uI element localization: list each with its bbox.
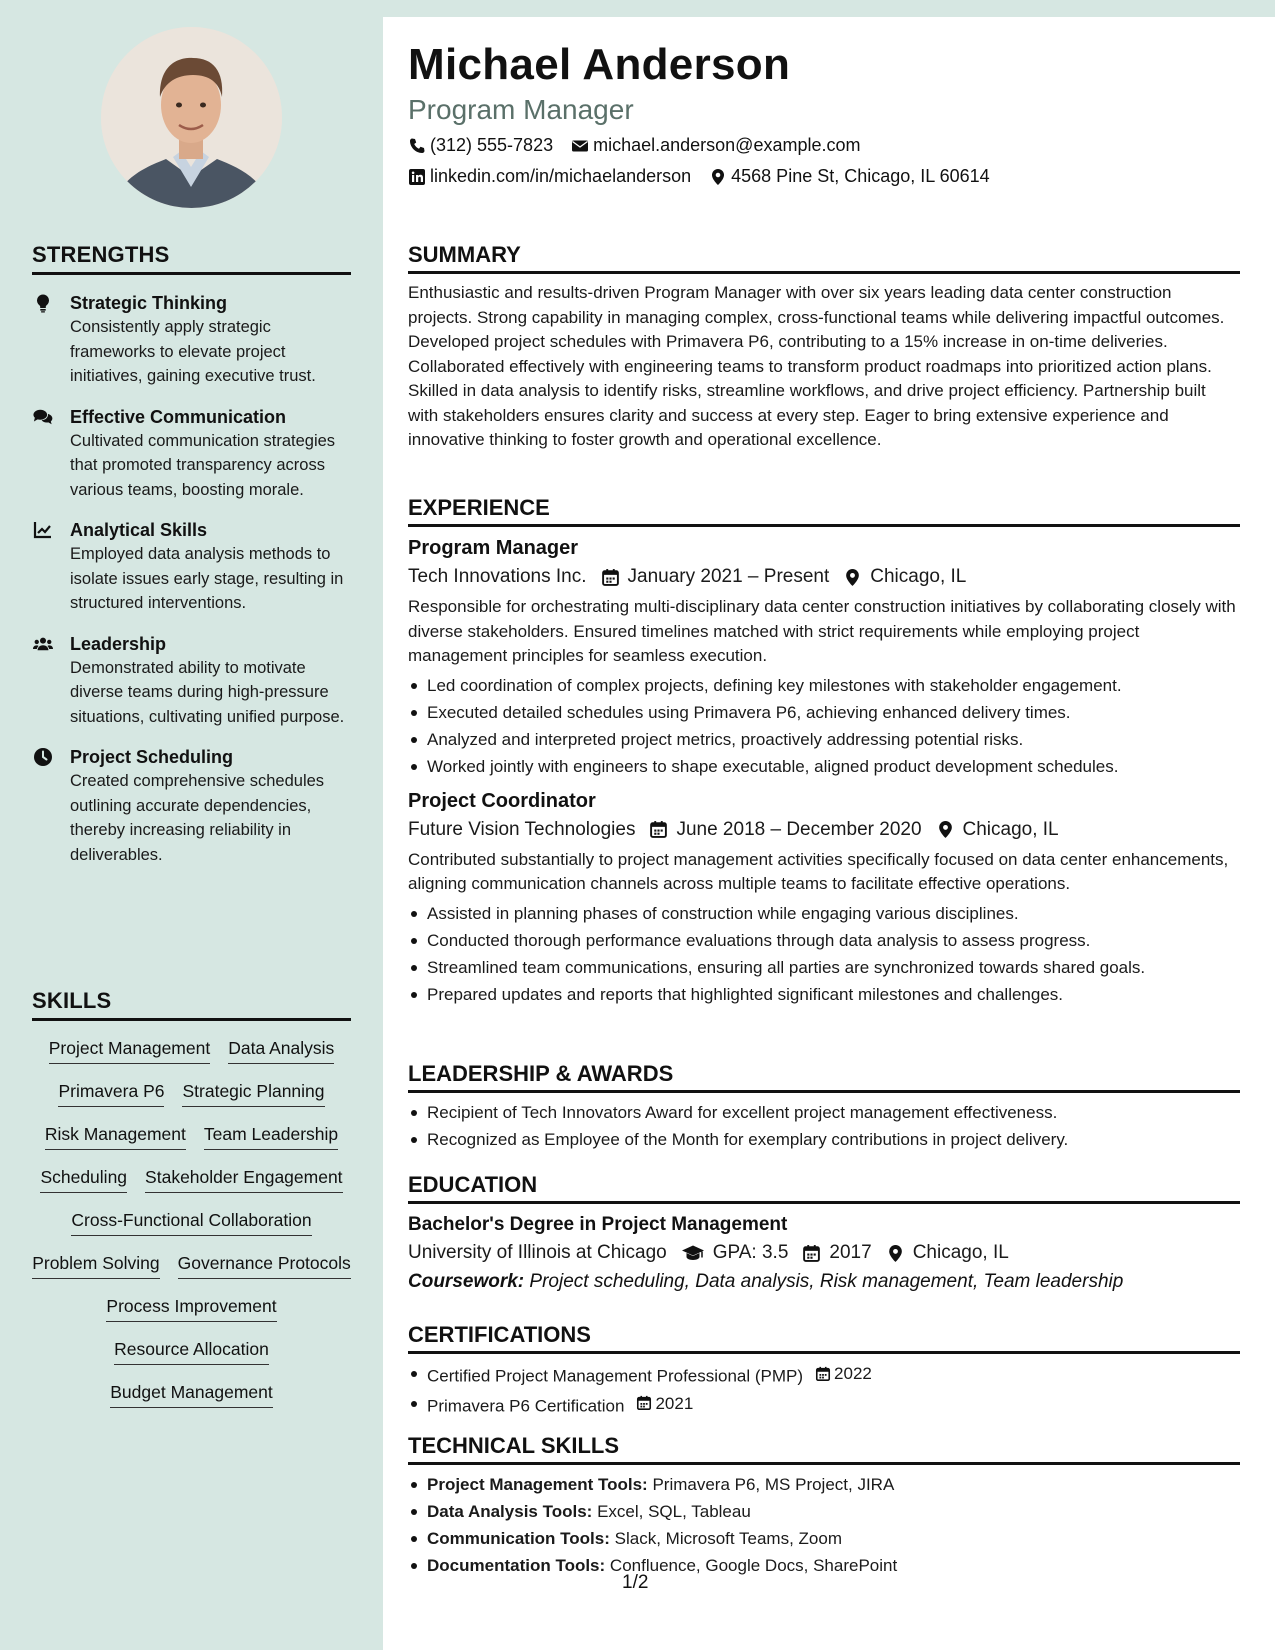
skill-tag: Strategic Planning	[182, 1080, 324, 1107]
map-marker-icon	[936, 820, 955, 839]
cert-name: Primavera P6 Certification	[427, 1396, 625, 1415]
cert-year: 2021	[655, 1393, 694, 1413]
job-entry	[408, 790, 1240, 1008]
strength-desc: Consistently apply strategic frameworks to elevate project initiatives, gaining executive trust.	[70, 318, 316, 385]
tech-label: Documentation Tools:	[427, 1556, 606, 1575]
linkedin-link[interactable]: linkedin.com/in/michaelanderson	[430, 166, 692, 186]
list-item	[408, 1360, 1240, 1390]
job-desc: Contributed substantially to project management activities specifically focused on data center enhancements, aligning communication channels across multiple teams to facilitate effective operations.	[408, 849, 1229, 893]
job-meta	[408, 566, 1240, 588]
skill-tag: Project Management	[49, 1037, 210, 1064]
coursework	[408, 1271, 1240, 1293]
phone-contact	[408, 135, 553, 156]
strength-title: Strategic Thinking	[70, 293, 228, 313]
comments-icon	[33, 407, 53, 427]
gpa: GPA: 3.5	[712, 1242, 789, 1263]
list-item: Executed detailed schedules using Primavera P6, achieving enhanced delivery times.	[408, 699, 1240, 726]
strength-item	[32, 405, 351, 503]
strength-desc: Demonstrated ability to motivate diverse teams during high-pressure situations, cultivating unified purpose.	[70, 658, 345, 726]
skill-tag: Resource Allocation	[114, 1338, 269, 1365]
skill-tag: Cross-Functional Collaboration	[71, 1209, 311, 1236]
strength-desc: Created comprehensive schedules outlining accurate dependencies, thereby increasing reliability in deliverables.	[70, 772, 325, 864]
list-item: Analyzed and interpreted project metrics, proactively addressing potential risks.	[408, 726, 1240, 753]
tech-value: Confluence, Google Docs, SharePoint	[609, 1556, 898, 1575]
cert-name: Certified Project Management Professional (PMP)	[427, 1366, 804, 1386]
contact-row-1	[408, 135, 879, 156]
map-marker-icon	[709, 168, 727, 186]
job-meta	[408, 819, 1240, 841]
skills-heading: SKILLS	[32, 988, 351, 1021]
calendar-icon	[649, 820, 668, 839]
list-item: Assisted in planning phases of construction while engaging various disciplines.	[408, 900, 1240, 927]
map-marker-icon	[886, 1244, 905, 1263]
awards-section	[408, 1061, 1240, 1153]
linkedin-icon	[408, 168, 426, 186]
phone-icon	[408, 137, 426, 155]
education-meta	[408, 1242, 1240, 1264]
skill-tag: Primavera P6	[58, 1080, 164, 1107]
list-item: Led coordination of complex projects, defining key milestones with stakeholder engagement.	[408, 672, 1240, 699]
list-item	[408, 1525, 1240, 1552]
skills-section	[32, 988, 351, 1408]
job-title: Program Manager	[408, 94, 634, 125]
education-heading: EDUCATION	[408, 1172, 1240, 1204]
job-role: Program Manager	[408, 537, 579, 559]
experience-heading: EXPERIENCE	[408, 495, 1240, 527]
education-location: Chicago, IL	[912, 1242, 1009, 1263]
school: University of Illinois at Chicago	[408, 1242, 667, 1263]
strength-desc: Employed data analysis methods to isolate issues early stage, resulting in structured interventions.	[70, 545, 344, 612]
tech-value: Excel, SQL, Tableau	[597, 1502, 751, 1521]
technical-skills-heading: TECHNICAL SKILLS	[408, 1433, 1240, 1465]
certifications-list	[408, 1360, 1240, 1419]
list-item: Prepared updates and reports that highlighted significant milestones and challenges.	[408, 981, 1240, 1008]
address-contact	[709, 166, 990, 187]
tech-label: Communication Tools:	[427, 1529, 610, 1548]
skill-tag: Scheduling	[40, 1166, 127, 1193]
list-item	[408, 1390, 1240, 1420]
linkedin-contact[interactable]	[408, 166, 691, 187]
summary-heading: SUMMARY	[408, 242, 1240, 274]
awards-heading: LEADERSHIP & AWARDS	[408, 1061, 1240, 1093]
page-number: 1/2	[622, 1572, 649, 1593]
email-link[interactable]: michael.anderson@example.com	[593, 135, 861, 155]
technical-skills-section	[408, 1433, 1240, 1579]
list-item: Recipient of Tech Innovators Award for excellent project management effectiveness.	[408, 1099, 1240, 1126]
list-item	[408, 1471, 1240, 1498]
graduation-year: 2017	[829, 1242, 872, 1263]
calendar-icon	[601, 568, 620, 587]
summary-text: Enthusiastic and results-driven Program Manager with over six years leading data center construction projects. Strong capability in managing complex, cross-functional teams while delivering impactful outcomes. Developed project schedules with Primavera P6, contributing to a 15% increase in on-time deliveries. Collaborated effectively with engineering teams to transform product roadmaps into prioritized action plans. Skilled in data analysis to identify risks, streamline workflows, and drive project efficiency. Partnership built with stakeholders ensures clarity and success at every step. Eager to bring extensive experience and innovative thinking to foster growth and operational excellence.	[408, 283, 1225, 449]
skill-tag: Budget Management	[110, 1381, 272, 1408]
tech-label: Data Analysis Tools:	[427, 1502, 593, 1521]
certifications-heading: CERTIFICATIONS	[408, 1322, 1240, 1354]
job-role: Project Coordinator	[408, 789, 596, 812]
experience-section	[408, 495, 1240, 1008]
certifications-section	[408, 1322, 1240, 1419]
strengths-heading: STRENGTHS	[32, 242, 351, 275]
skill-tag: Data Analysis	[228, 1037, 334, 1064]
degree: Bachelor's Degree in Project Management	[408, 1214, 788, 1235]
clock-icon	[33, 747, 53, 767]
job-dates: January 2021 – Present	[627, 566, 830, 587]
cert-year: 2022	[834, 1364, 872, 1383]
skill-tag: Stakeholder Engagement	[145, 1166, 343, 1193]
profile-photo	[101, 27, 282, 208]
strength-title: Project Scheduling	[70, 747, 234, 767]
list-item: Streamlined team communications, ensuring all parties are synchronized towards shared goals.	[408, 954, 1240, 981]
education-section	[408, 1172, 1240, 1293]
strength-item	[32, 291, 351, 389]
users-icon	[33, 634, 53, 654]
summary-section	[408, 242, 1240, 453]
company: Tech Innovations Inc.	[408, 566, 587, 587]
strength-title: Effective Communication	[70, 406, 287, 427]
job-location: Chicago, IL	[962, 818, 1059, 840]
job-bullets	[408, 900, 1240, 1008]
chart-line-icon	[33, 520, 53, 540]
job-desc: Responsible for orchestrating multi-disciplinary data center construction initiatives by collaborating closely with diverse stakeholders. Ensured timelines matched with strict requirements while employing project management principles for seamless execution.	[408, 597, 1236, 665]
list-item	[408, 1552, 1240, 1579]
coursework-label: Coursework:	[408, 1271, 525, 1292]
strength-desc: Cultivated communication strategies that promoted transparency across various teams, boosting morale.	[70, 431, 336, 499]
technical-skills-list	[408, 1471, 1240, 1579]
job-entry	[408, 537, 1240, 780]
calendar-icon	[802, 1244, 821, 1263]
tech-value: Slack, Microsoft Teams, Zoom	[614, 1529, 842, 1548]
job-location: Chicago, IL	[870, 566, 967, 587]
lightbulb-icon	[33, 293, 53, 313]
address-text: 4568 Pine St, Chicago, IL 60614	[731, 166, 990, 186]
strengths-section	[32, 242, 351, 867]
tech-value: Primavera P6, MS Project, JIRA	[652, 1475, 895, 1494]
email-contact[interactable]	[571, 135, 860, 156]
skill-tag: Risk Management	[45, 1123, 186, 1150]
skill-tag: Problem Solving	[32, 1252, 159, 1279]
skill-tag: Governance Protocols	[178, 1252, 351, 1279]
skill-tag: Process Improvement	[106, 1295, 276, 1322]
list-item	[408, 1498, 1240, 1525]
list-item: Worked jointly with engineers to shape executable, aligned product development schedules.	[408, 753, 1240, 780]
job-bullets	[408, 672, 1240, 780]
skill-tag: Team Leadership	[204, 1123, 338, 1150]
strength-title: Analytical Skills	[70, 520, 208, 540]
phone-text: (312) 555-7823	[430, 135, 554, 155]
coursework-text: Project scheduling, Data analysis, Risk management, Team leadership	[529, 1271, 1124, 1292]
calendar-icon	[636, 1395, 652, 1411]
skills-list	[32, 1037, 351, 1408]
strength-item	[32, 518, 351, 616]
strength-item	[32, 745, 351, 867]
graduation-cap-icon	[681, 1244, 705, 1263]
awards-list	[408, 1099, 1240, 1153]
job-dates: June 2018 – December 2020	[676, 818, 922, 840]
map-marker-icon	[843, 568, 862, 587]
company: Future Vision Technologies	[408, 818, 636, 840]
list-item: Conducted thorough performance evaluations through data analysis to assess progress.	[408, 927, 1240, 954]
strength-title: Leadership	[70, 633, 167, 654]
calendar-icon	[815, 1366, 831, 1382]
envelope-icon	[571, 137, 589, 155]
tech-label: Project Management Tools:	[427, 1475, 648, 1494]
contact-row-2	[408, 166, 1008, 187]
list-item: Recognized as Employee of the Month for exemplary contributions in project delivery.	[408, 1126, 1240, 1153]
person-name: Michael Anderson	[408, 40, 791, 89]
avatar	[101, 27, 282, 208]
strength-item	[32, 632, 351, 730]
